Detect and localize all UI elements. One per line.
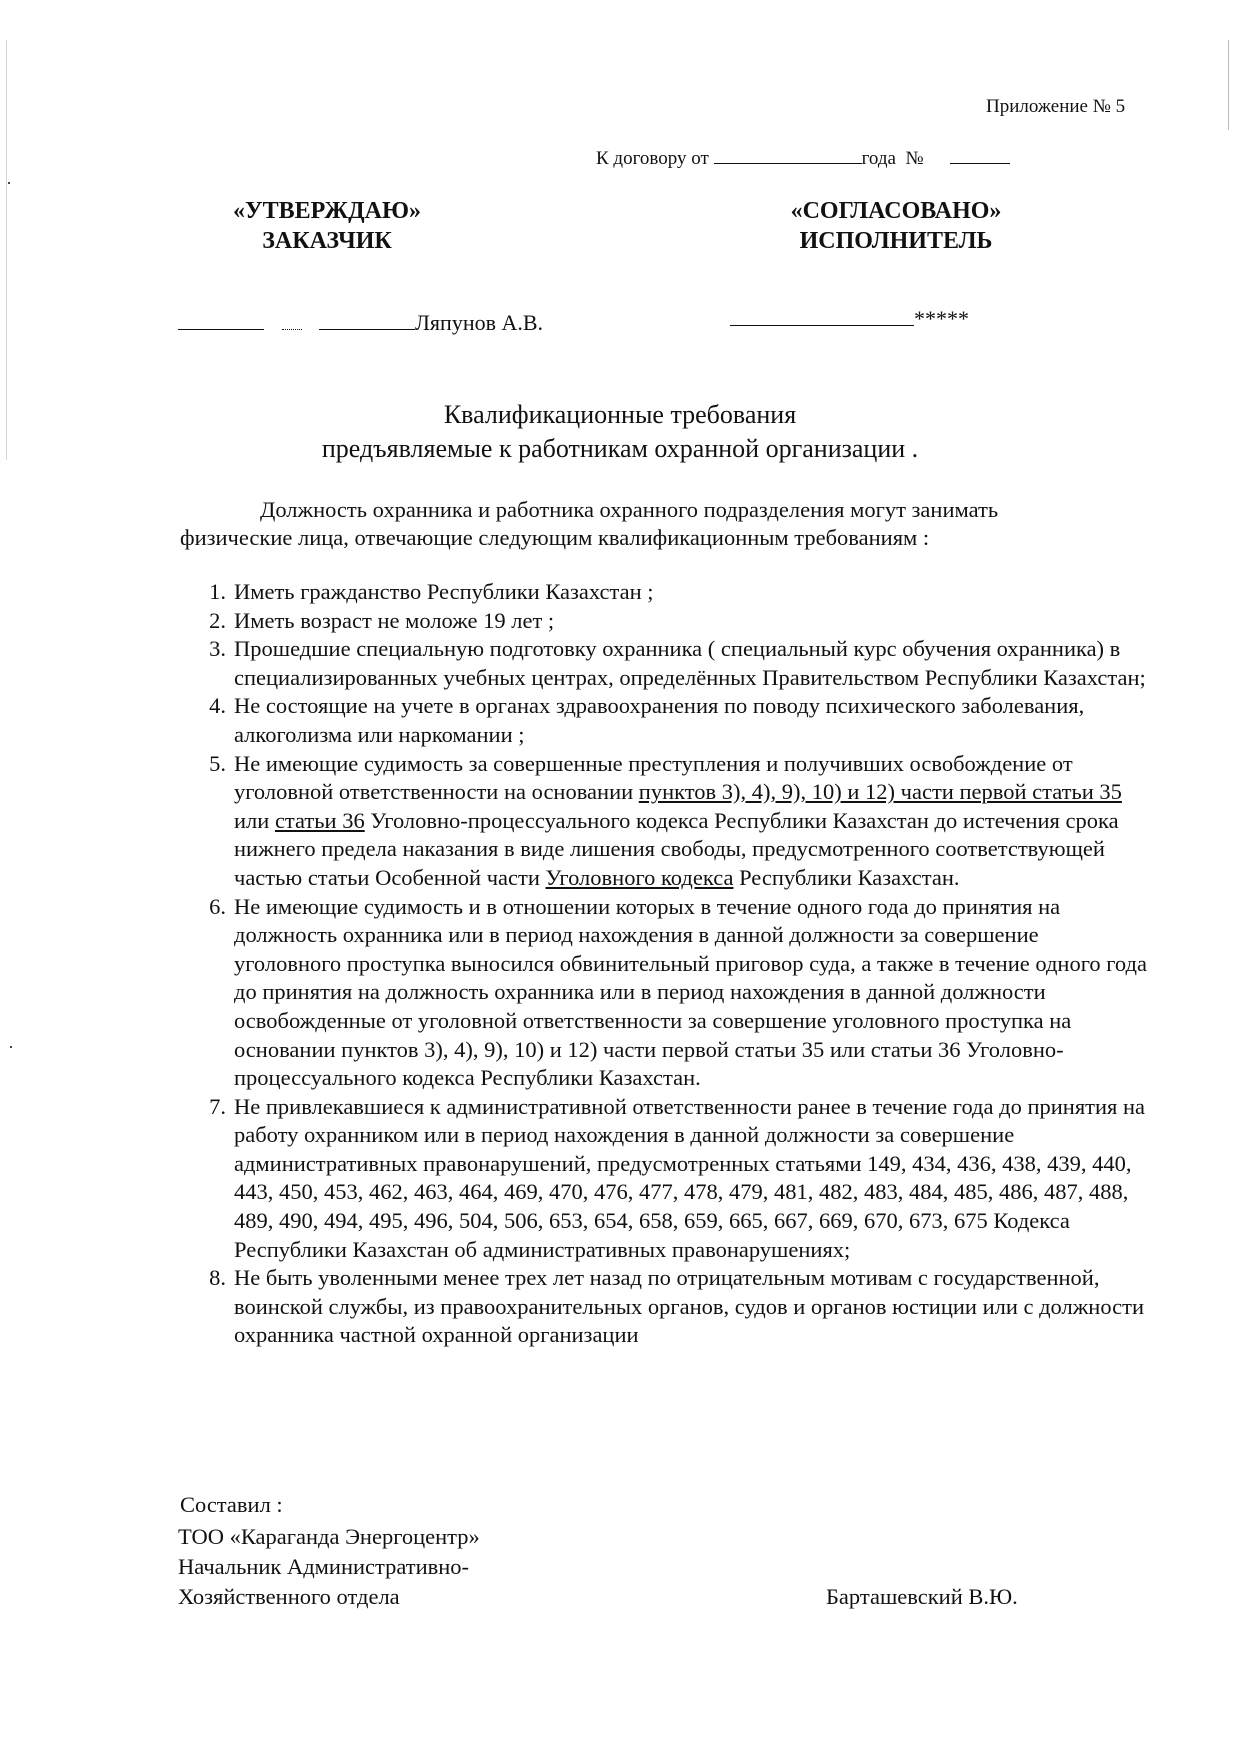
customer-signer-name: Ляпунов А.В. bbox=[415, 310, 544, 335]
position-line-1: Начальник Административно- bbox=[178, 1554, 470, 1579]
list-item bbox=[180, 750, 1148, 893]
requirement-text: Иметь гражданство Республики Казахстан ; bbox=[234, 579, 654, 604]
executor-signer-name: ***** bbox=[914, 306, 969, 331]
list-item bbox=[180, 635, 1148, 692]
compiler-name: Барташевский В.Ю. bbox=[826, 1584, 1018, 1609]
scan-speck bbox=[1228, 40, 1229, 130]
customer-role: ЗАКАЗЧИК bbox=[262, 228, 392, 254]
customer-signature bbox=[178, 310, 543, 336]
requirement-text: Не имеющие судимость за совершенные преступления и получивших освобождение от уголовной ответственности на основании bbox=[234, 750, 1073, 805]
signature-blank bbox=[282, 315, 302, 330]
law-reference-link[interactable]: пунктов 3), 4), 9), 10) и 12) части первой статьи 35 bbox=[638, 779, 1122, 805]
contract-year-word: года bbox=[861, 148, 896, 169]
list-item bbox=[180, 1264, 1148, 1350]
document-title bbox=[0, 398, 1240, 466]
appendix-label: Приложение № 5 bbox=[986, 96, 1126, 117]
requirement-text: Не привлекавшиеся к административной ответственности ранее в течение года до принятия на работу охранником или в период нахождения в данной должности за совершение административных правонарушений, предусмотренных статьями 149, 434, 436, 438, 439, 440, 443, 450, 453, 462, 463, 464, 469, 470, 476, 477, 478, 479, 481, 482, 483, 484, 485, 486, 487, 488, 489, 490, 494, 495, 496, 504, 506, 653, 654, 658, 659, 665, 667, 669, 670, 673, 675 Кодекса Республики Казахстан об административных правонарушениях; bbox=[234, 1093, 1146, 1262]
list-number: 7. bbox=[209, 1093, 226, 1119]
executor-role: ИСПОЛНИТЕЛЬ bbox=[799, 228, 993, 254]
requirement-text: Не быть уволенными менее трех лет назад по отрицательным мотивам с государственной, воинской службы, из правоохранительных органов, судов и органов юстиции или с должности охранника частной охранной организации bbox=[234, 1265, 1144, 1348]
list-number: 3. bbox=[209, 636, 226, 662]
requirement-text: Республики Казахстан. bbox=[733, 864, 960, 890]
list-item bbox=[180, 893, 1148, 1093]
requirement-text: Не состоящие на учете в органах здравоохранения по поводу психического заболевания, алкоголизма или наркомании ; bbox=[234, 693, 1085, 747]
contract-line bbox=[596, 148, 1010, 170]
list-number: 5. bbox=[209, 750, 226, 776]
contract-prefix: К договору от bbox=[596, 148, 709, 169]
requirements-list bbox=[180, 578, 1148, 1350]
list-item bbox=[180, 692, 1148, 749]
contract-number-sign: № bbox=[905, 148, 924, 169]
position-line-2: Хозяйственного отдела bbox=[178, 1584, 400, 1609]
intro-paragraph bbox=[180, 496, 1180, 552]
list-number: 4. bbox=[209, 693, 226, 719]
approval-right bbox=[766, 196, 1026, 256]
contract-date-blank bbox=[714, 149, 862, 164]
approve-title: «УТВЕРЖДАЮ» bbox=[232, 198, 422, 224]
title-line-1: Квалификационные требования bbox=[443, 400, 797, 429]
compiled-label: Составил : bbox=[180, 1492, 283, 1517]
requirement-text: Не имеющие судимость и в отношении которых в течение одного года до принятия на должность охранника или в период нахождения в данной должности за совершение уголовного проступка выносился обвинительный приговор суда, а также в течение одного года до принятия на должность охранника или в период нахождения в данной должности освобожденные от уголовной ответственности за совершение уголовного проступка на основании пунктов 3), 4), 9), 10) и 12) части первой статьи 35 или статьи 36 Уголовно-процессуального кодекса Республики Казахстан. bbox=[234, 893, 1147, 1091]
intro-line-2: физические лица, отвечающие следующим квалификационным требованиям : bbox=[180, 525, 930, 550]
signature-blank bbox=[178, 315, 264, 330]
scan-edge-line bbox=[6, 40, 7, 460]
compiler-block bbox=[178, 1522, 480, 1612]
title-line-2: предъявляемые к работникам охранной организации . bbox=[321, 434, 919, 463]
executor-signature bbox=[730, 306, 969, 332]
intro-line-1: Должность охранника и работника охранного подразделения могут занимать bbox=[260, 497, 999, 522]
company-name: ТОО «Караганда Энергоцентр» bbox=[178, 1524, 480, 1549]
list-number: 8. bbox=[209, 1265, 226, 1291]
signature-blank bbox=[730, 311, 914, 326]
law-reference-link[interactable]: Уголовного кодекса bbox=[545, 864, 734, 890]
signature-blank bbox=[319, 315, 415, 330]
list-item bbox=[180, 1093, 1148, 1265]
requirement-text: Прошедшие специальную подготовку охранника ( специальный курс обучения охранника) в специализированных учебных центрах, определённых Правительством Республики Казахстан; bbox=[234, 636, 1146, 690]
approval-left bbox=[212, 196, 442, 256]
list-number: 1. bbox=[209, 579, 226, 604]
scan-speck bbox=[10, 1046, 12, 1048]
list-item bbox=[180, 578, 1148, 607]
list-number: 2. bbox=[209, 607, 226, 633]
agreed-title: «СОГЛАСОВАНО» bbox=[790, 198, 1002, 224]
requirement-text: или bbox=[234, 807, 275, 833]
law-reference-link[interactable]: статьи 36 bbox=[274, 807, 365, 833]
list-item bbox=[180, 607, 1148, 636]
scan-speck bbox=[8, 182, 10, 184]
contract-number-blank bbox=[950, 149, 1010, 164]
requirement-text: Иметь возраст не моложе 19 лет ; bbox=[234, 607, 555, 633]
requirement-text: Уголовно-процессуального кодекса Республики Казахстан до истечения срока нижнего предела наказания в виде лишения свободы, предусмотренного соответствующей частью статьи Особенной части bbox=[234, 807, 1119, 890]
list-number: 6. bbox=[209, 893, 226, 919]
